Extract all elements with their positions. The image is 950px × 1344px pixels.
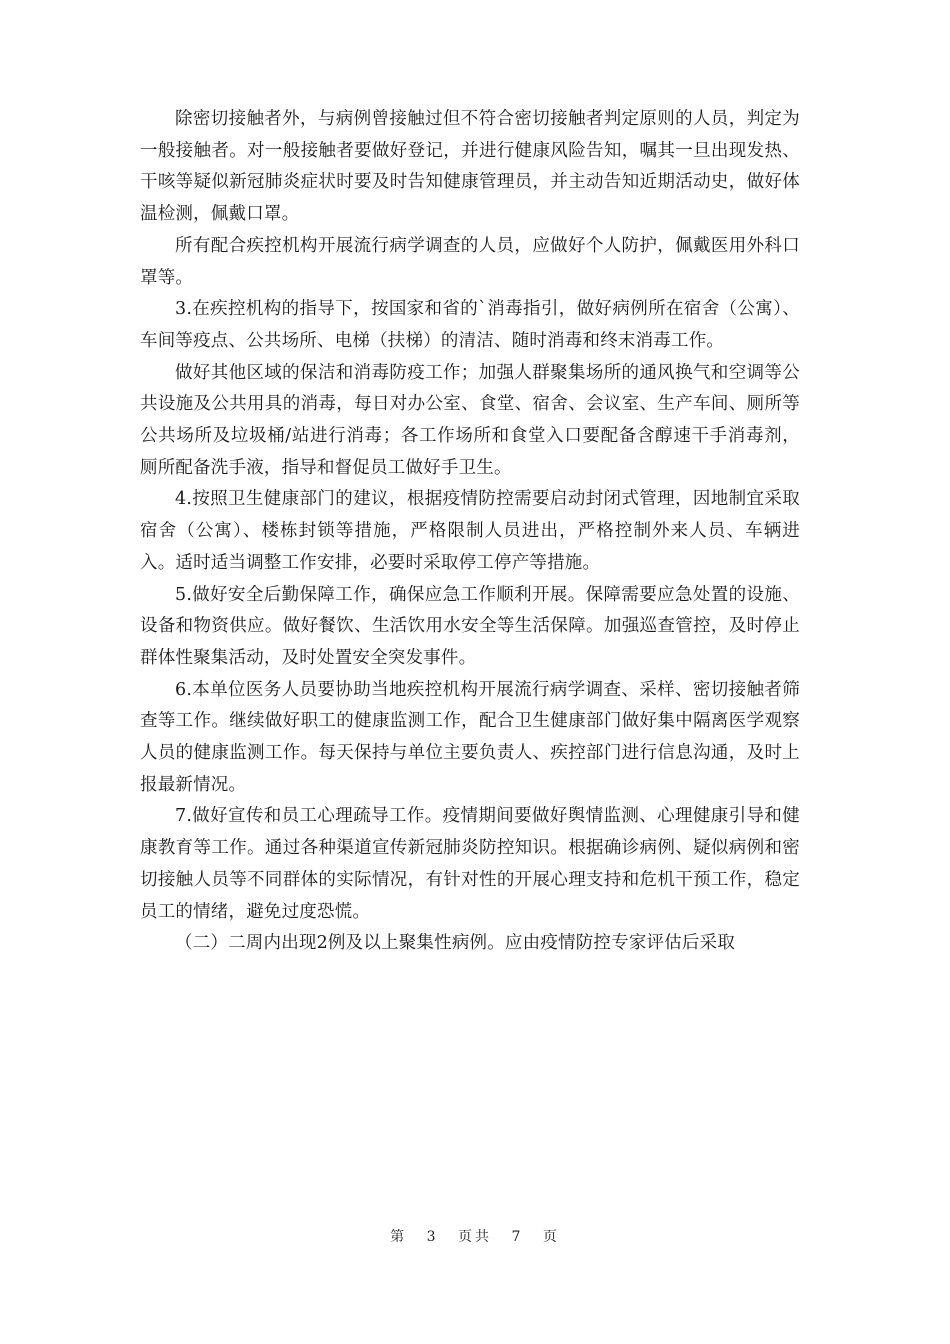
footer-current-page: 3 <box>426 1229 439 1245</box>
document-body <box>140 104 800 960</box>
paragraph-section-2-clusters: （二）二周内出现2例及以上聚集性病例。应由疫情防控专家评估后采取 <box>175 933 736 954</box>
footer-label-of: 页共 <box>458 1229 492 1245</box>
footer-label-pages: 页 <box>542 1229 560 1245</box>
paragraph-general-contacts: 除密切接触者外，与病例曾接触过但不符合密切接触者判定原则的人员，判定为一般接触者。对一般接触者要做好登记，并进行健康风险告知，嘱其一旦出现发热、干咳等疑似新冠肺炎症状时要及时告知健康管理员，并主动告知近期活动史，做好体温检测，佩戴口罩。 <box>140 109 800 225</box>
paragraph-other-areas-cleaning: 做好其他区域的保洁和消毒防疫工作；加强人群聚集场所的通风换气和空调等公共设施及公共用具的消毒，每日对办公室、食堂、宿舍、会议室、生产车间、厕所等公共场所及垃圾桶/站进行消毒；各工作场所和食堂入口要配备含醇速干手消毒剂，厕所配备洗手液，指导和督促员工做好手卫生。 <box>140 362 800 478</box>
paragraph-item-4-closed-management: 4.按照卫生健康部门的建议，根据疫情防控需要启动封闭式管理，因地制宜采取宿舍（公寓）、楼栋封锁等措施，严格限制人员进出，严格控制外来人员、车辆进入。适时适当调整工作安排，必要时采取停工停产等措施。 <box>140 489 800 573</box>
paragraph-item-6-medical-staff: 6.本单位医务人员要协助当地疾控机构开展流行病学调查、采样、密切接触者筛查等工作。继续做好职工的健康监测工作，配合卫生健康部门做好集中隔离医学观察人员的健康监测工作。每天保持与单位主要负责人、疾控部门进行信息沟通，及时上报最新情况。 <box>140 679 800 795</box>
footer-label-page: 第 <box>390 1229 408 1245</box>
paragraph-item-3-disinfection: 3.在疾控机构的指导下，按国家和省的`消毒指引，做好病例所在宿舍（公寓）、车间等疫点、公共场所、电梯（扶梯）的清洁、随时消毒和终末消毒工作。 <box>140 299 800 351</box>
footer-total-pages: 7 <box>511 1229 524 1245</box>
paragraph-personal-protection: 所有配合疾控机构开展流行病学调查的人员，应做好个人防护，佩戴医用外科口罩等。 <box>140 235 800 288</box>
paragraph-item-7-publicity: 7.做好宣传和员工心理疏导工作。疫情期间要做好舆情监测、心理健康引导和健康教育等工作。通过各种渠道宣传新冠肺炎防控知识。根据确诊病例、疑似病例和密切接触人员等不同群体的实际情况，有针对性的开展心理支持和危机干预工作，稳定员工的情绪，避免过度恐慌。 <box>140 806 800 922</box>
page-footer <box>0 1226 950 1246</box>
paragraph-item-5-logistics: 5.做好安全后勤保障工作，确保应急工作顺利开展。保障需要应急处置的设施、设备和物资供应。做好餐饮、生活饮用水安全等生活保障。加强巡查管控，及时停止群体性聚集活动，及时处置安全突发事件。 <box>140 584 800 668</box>
